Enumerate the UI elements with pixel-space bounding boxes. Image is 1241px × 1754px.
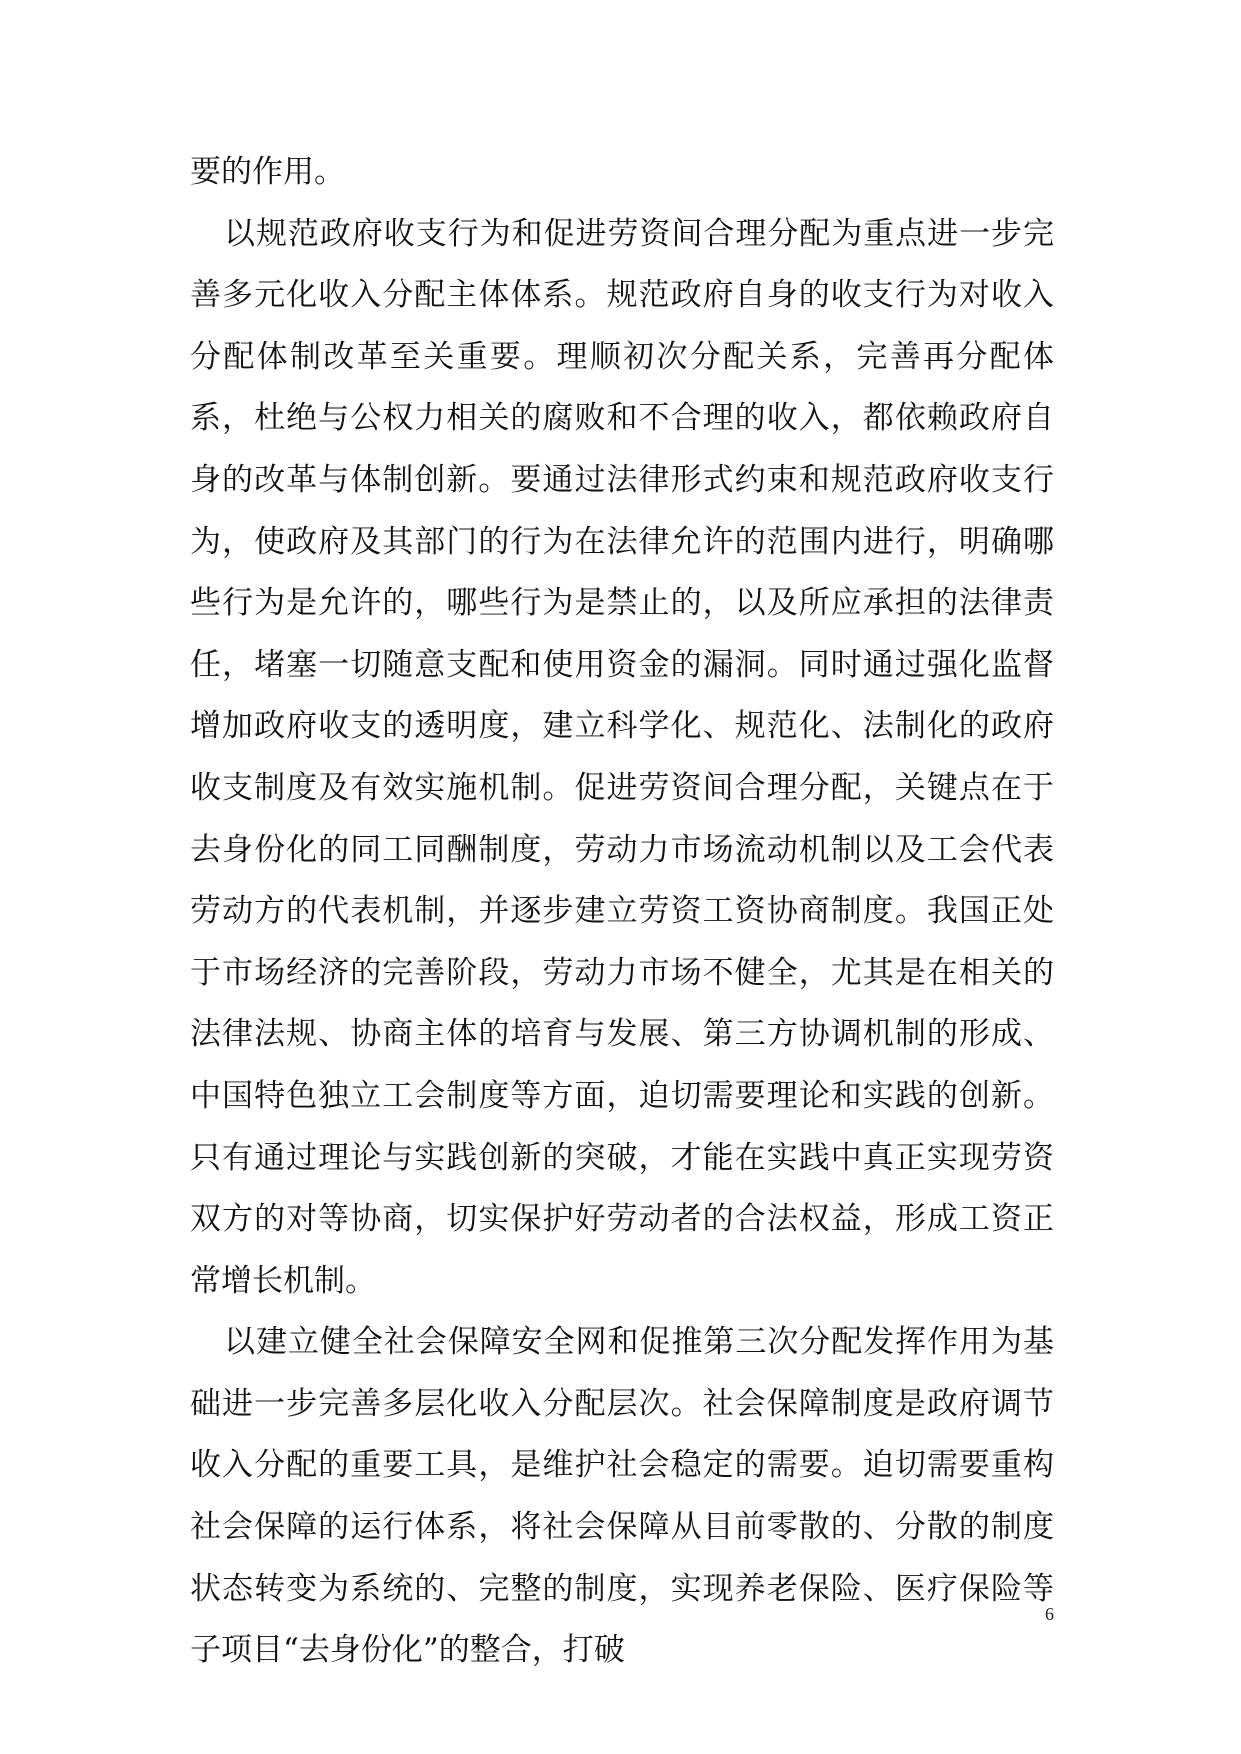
body-text	[190, 142, 1054, 1682]
paragraph-social-security: 以建立健全社会保障安全网和促推第三次分配发挥作用为基础进一步完善多层化收入分配层次。社会保障制度是政府调节收入分配的重要工具，是维护社会稳定的需要。迫切需要重构社会保障的运行体系，将社会保障从目前零散的、分散的制度状态转变为系统的、完整的制度，实现养老保险、医疗保险等子项目“去身份化”的整合，打破	[190, 1324, 1054, 1669]
paragraph-income-distribution-subjects: 以规范政府收支行为和促进劳资间合理分配为重点进一步完善多元化收入分配主体体系。规范政府自身的收支行为对收入分配体制改革至关重要。理顺初次分配关系，完善再分配体系，杜绝与公权力相关的腐败和不合理的收入，都依赖政府自身的改革与体制创新。要通过法律形式约束和规范政府收支行为，使政府及其部门的行为在法律允许的范围内进行，明确哪些行为是允许的，哪些行为是禁止的，以及所应承担的法律责任，堵塞一切随意支配和使用资金的漏洞。同时通过强化监督增加政府收支的透明度，建立科学化、规范化、法制化的政府收支制度及有效实施机制。促进劳资间合理分配，关键点在于去身份化的同工同酬制度，劳动力市场流动机制以及工会代表劳动方的代表机制，并逐步建立劳资工资协商制度。我国正处于市场经济的完善阶段，劳动力市场不健全，尤其是在相关的法律法规、协商主体的培育与发展、第三方协调机制的形成、中国特色独立工会制度等方面，迫切需要理论和实践的创新。只有通过理论与实践创新的突破，才能在实践中真正实现劳资双方的对等协商，切实保护好劳动者的合法权益，形成工资正常增长机制。	[190, 215, 1054, 1299]
paragraph-continuation: 要的作用。	[190, 154, 345, 190]
page-number: 6	[1045, 1604, 1054, 1624]
